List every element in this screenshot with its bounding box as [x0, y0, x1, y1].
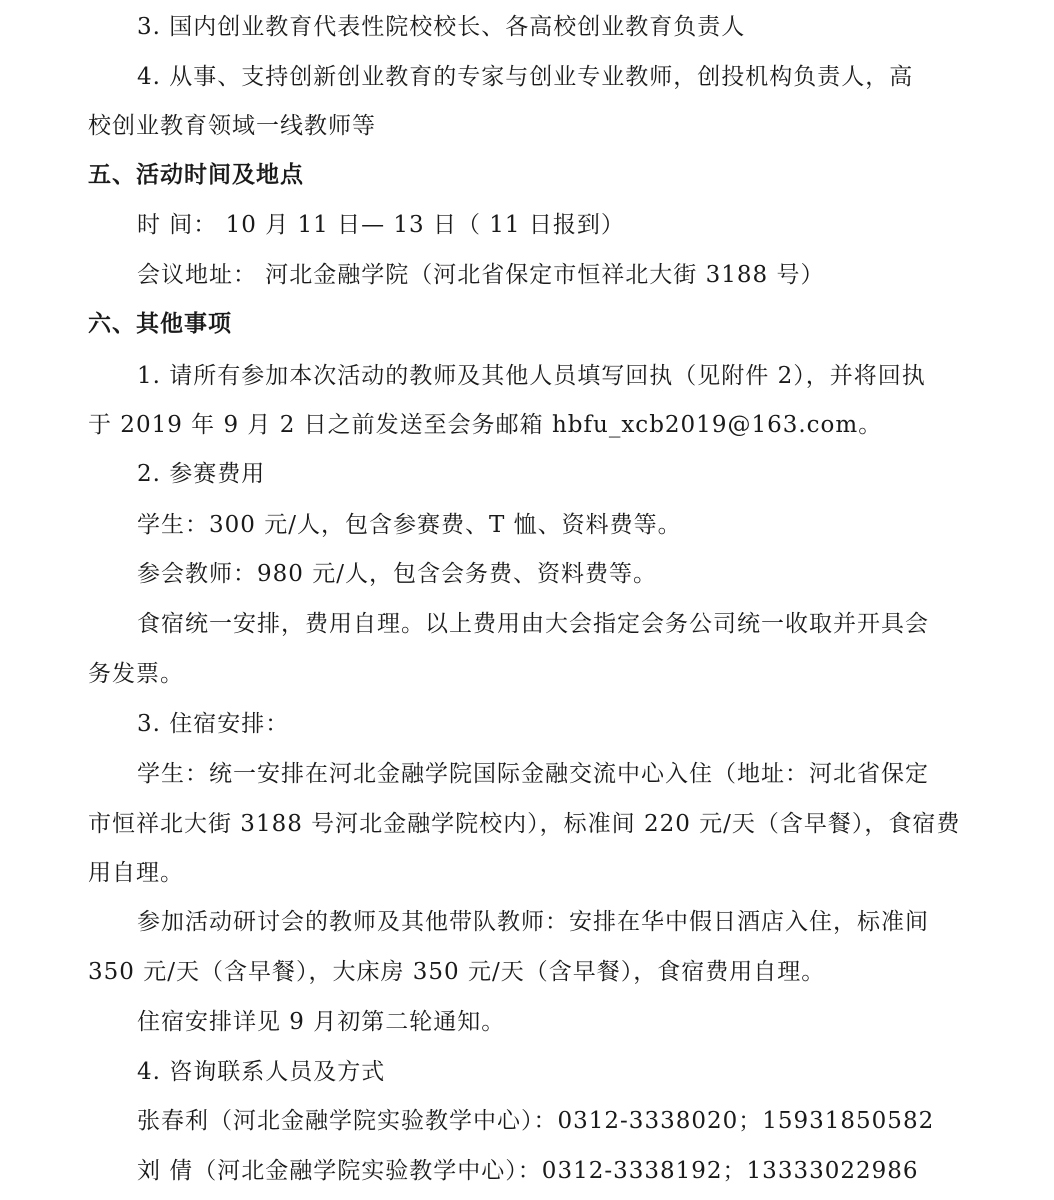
item-1-reply: 1. 请所有参加本次活动的教师及其他人员填写回执（见附件 2），并将回执 — [137, 363, 926, 389]
accommodation-teachers-continued: 350 元/天（含早餐），大床房 350 元/天（含早餐），食宿费用自理。 — [88, 959, 826, 985]
accommodation-students-continued: 市恒祥北大街 3188 号河北金融学院校内），标准间 220 元/天（含早餐），食宿费 — [88, 811, 961, 837]
fee-teachers: 参会教师：980 元/人，包含会务费、资料费等。 — [137, 561, 657, 587]
accommodation-teachers: 参加活动研讨会的教师及其他带队教师：安排在华中假日酒店入住，标准间 — [137, 909, 929, 935]
fee-students: 学生：300 元/人，包含参赛费、T 恤、资料费等。 — [137, 512, 682, 538]
accommodation-notice: 住宿安排详见 9 月初第二轮通知。 — [137, 1009, 506, 1035]
item-3-accommodation-heading: 3. 住宿安排： — [137, 711, 290, 737]
list-item-4-attendees: 4. 从事、支持创新创业教育的专家与创业专业教师，创投机构负责人，高 — [137, 64, 914, 90]
accommodation-students-end: 用自理。 — [88, 860, 184, 886]
item-2-fees-heading: 2. 参赛费用 — [137, 461, 266, 487]
event-location: 会议地址： 河北金融学院（河北省保定市恒祥北大街 3188 号） — [137, 262, 825, 288]
contact-zhang-chunli: 张春利（河北金融学院实验教学中心）：0312-3338020；15931850582 — [137, 1108, 935, 1134]
list-item-3-attendees: 3. 国内创业教育代表性院校校长、各高校创业教育负责人 — [137, 14, 746, 40]
event-time: 时 间： 10 月 11 日— 13 日（ 11 日报到） — [137, 212, 625, 238]
section-heading-time-location: 五、活动时间及地点 — [88, 162, 304, 188]
list-item-4-continued: 校创业教育领域一线教师等 — [88, 113, 376, 139]
fee-note: 食宿统一安排，费用自理。以上费用由大会指定会务公司统一收取并开具会 — [137, 611, 929, 637]
item-1-reply-continued: 于 2019 年 9 月 2 日之前发送至会务邮箱 hbfu_xcb2019@163.com。 — [88, 412, 883, 438]
item-4-contacts-heading: 4. 咨询联系人员及方式 — [137, 1059, 386, 1085]
fee-note-continued: 务发票。 — [88, 661, 184, 687]
accommodation-students: 学生：统一安排在河北金融学院国际金融交流中心入住（地址：河北省保定 — [137, 761, 929, 787]
section-heading-other-matters: 六、其他事项 — [88, 311, 232, 337]
contact-liu-qian: 刘 倩（河北金融学院实验教学中心）：0312-3338192；13333022986 — [137, 1158, 919, 1184]
